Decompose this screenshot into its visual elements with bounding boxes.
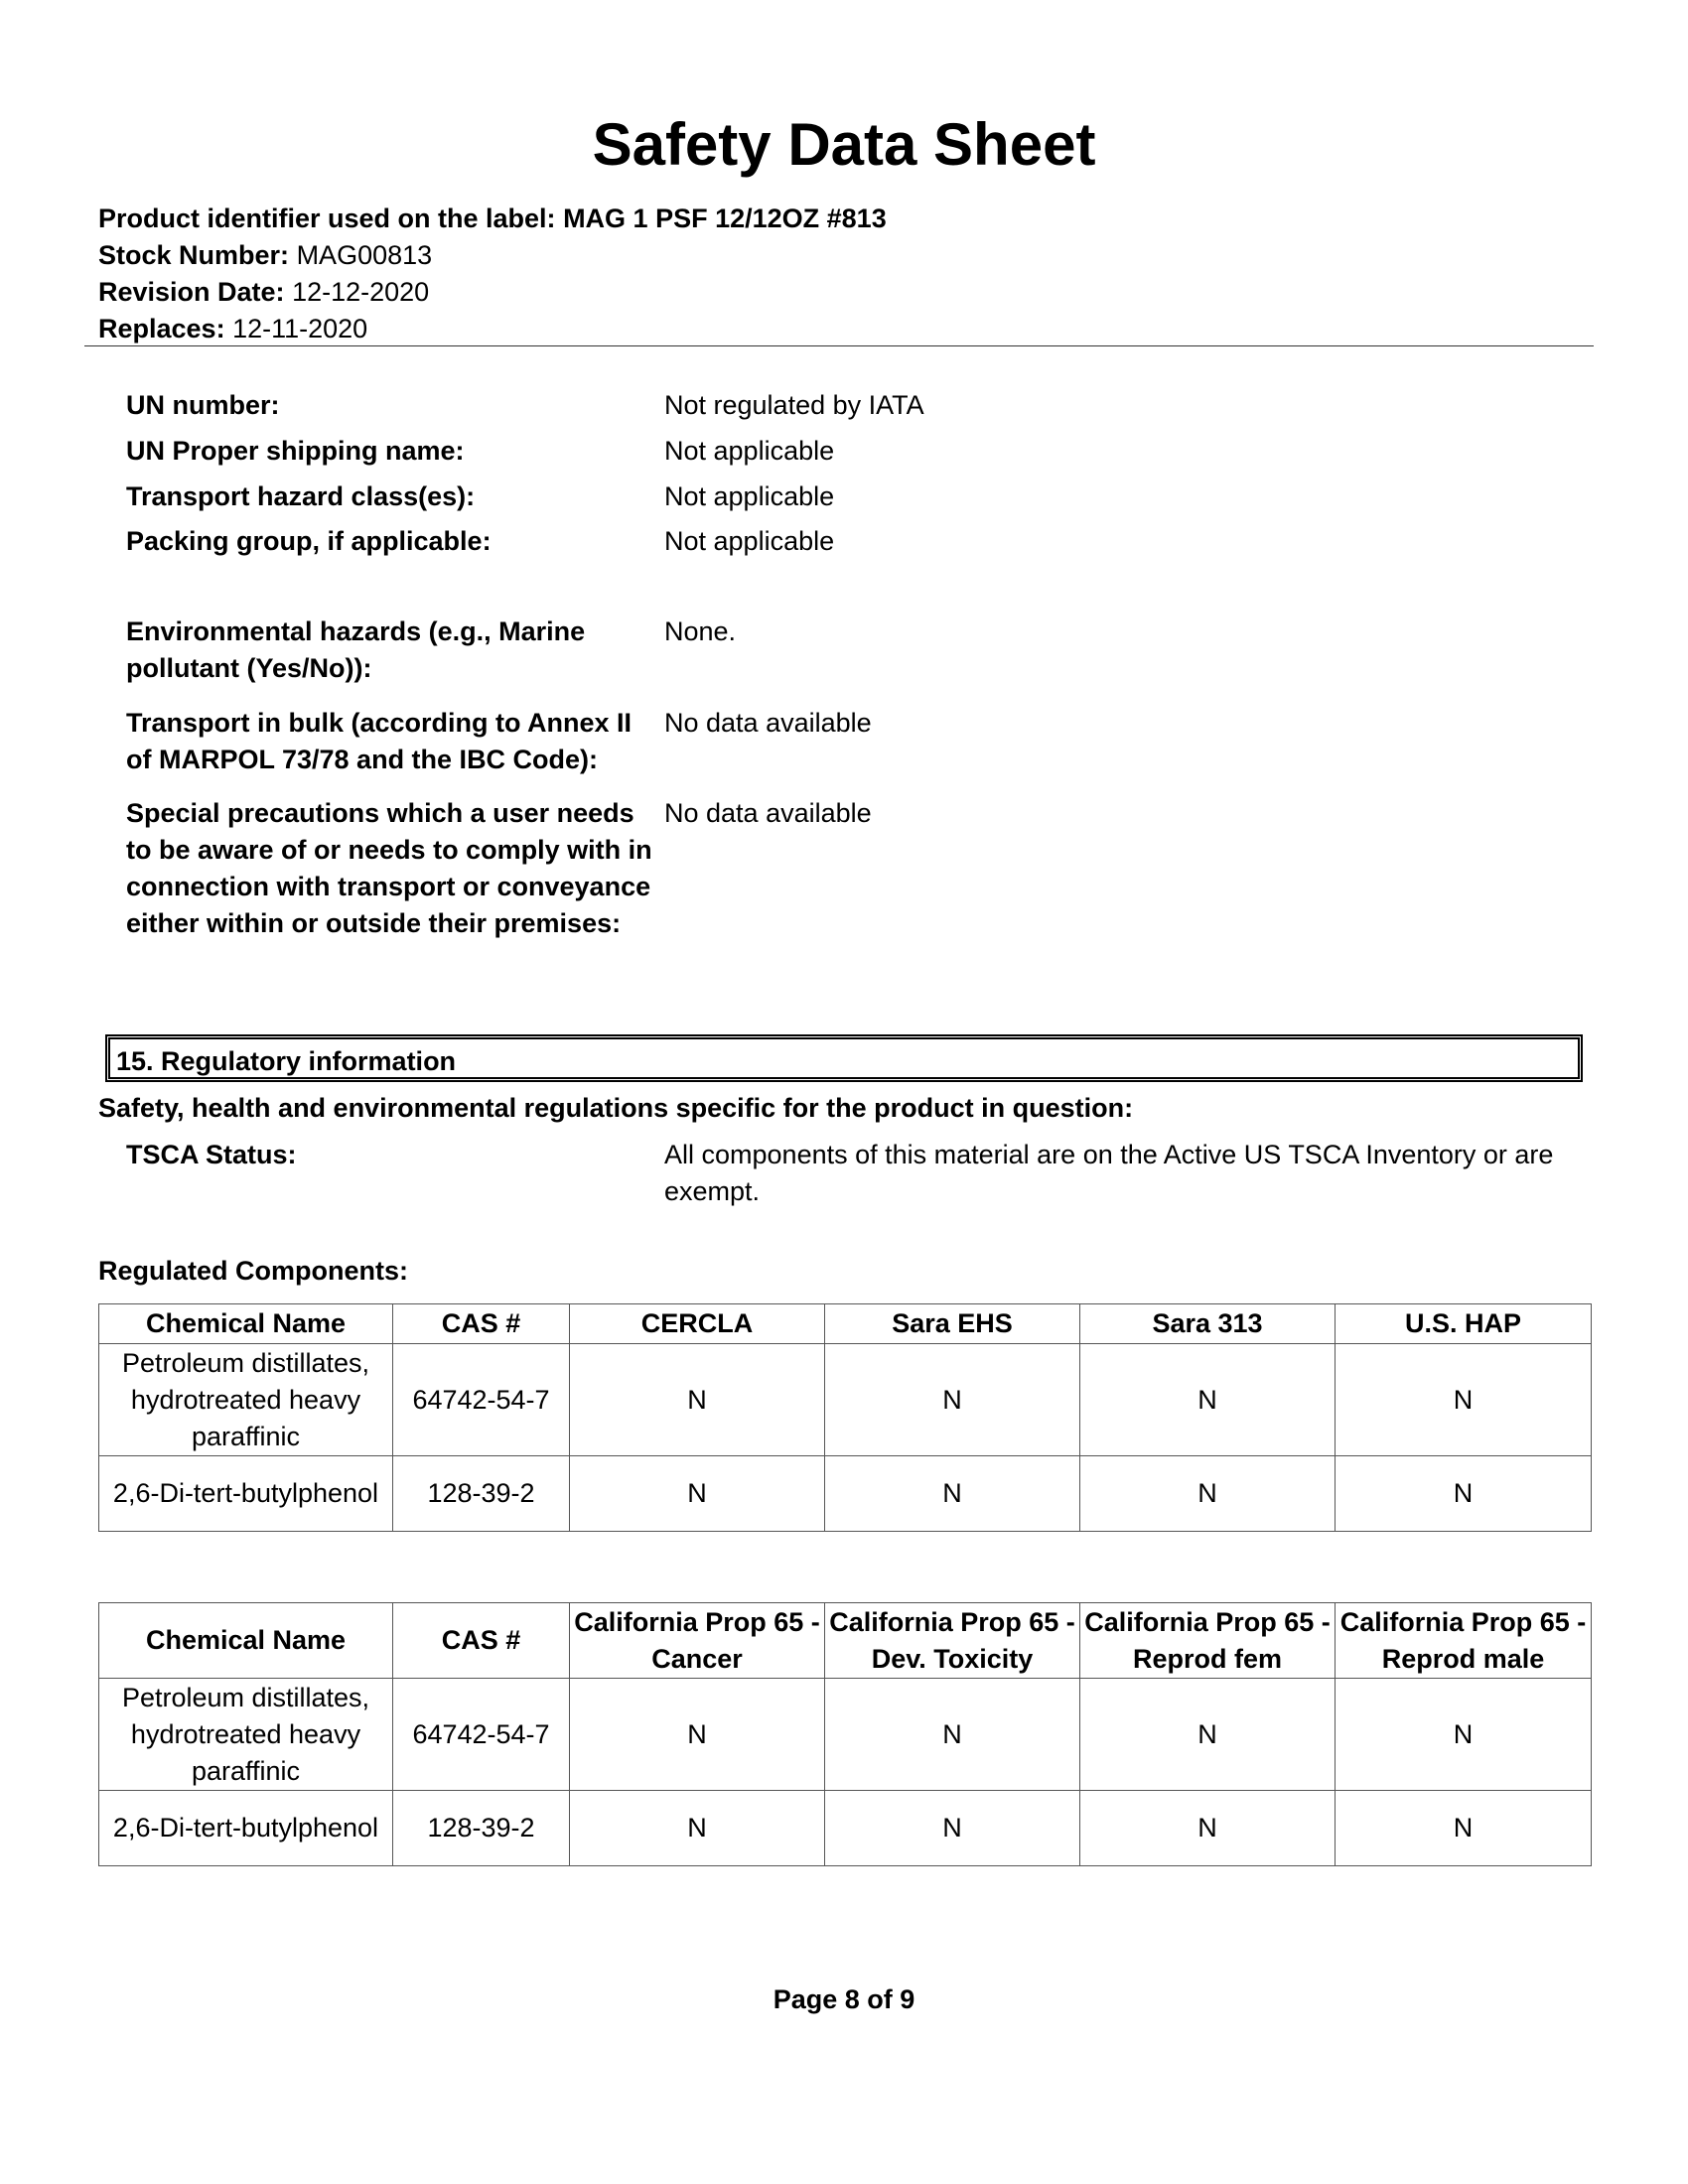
- revision-date: [98, 274, 887, 311]
- table-cell: 64742-54-7: [393, 1679, 570, 1791]
- regulated-components-table: [98, 1303, 1592, 1532]
- transport-label: UN Proper shipping name:: [126, 436, 465, 466]
- table-cell: N: [1336, 1344, 1592, 1456]
- table-cell: 128-39-2: [393, 1456, 570, 1532]
- transport-value: Not applicable: [664, 481, 835, 511]
- table-cell: Petroleum distillates, hydrotreated heavy paraffinic: [99, 1344, 393, 1456]
- tsca-status-value: All components of this material are on the Active US TSCA Inventory or are exempt.: [664, 1140, 1554, 1206]
- table-cell: N: [570, 1344, 825, 1456]
- transport-label: Environmental hazards (e.g., Marine pollutant (Yes/No)):: [126, 616, 586, 683]
- transport-value: Not regulated by IATA: [664, 390, 924, 420]
- column-header: California Prop 65 - Reprod male: [1336, 1603, 1592, 1679]
- table-cell: N: [1336, 1456, 1592, 1532]
- transport-value: Not applicable: [664, 436, 835, 466]
- transport-value: No data available: [664, 798, 872, 828]
- transport-label: Transport in bulk (according to Annex II of MARPOL 73/78 and the IBC Code):: [126, 708, 633, 774]
- california-prop-65-table: [98, 1602, 1592, 1866]
- transport-label: Transport hazard class(es):: [126, 481, 476, 511]
- table-cell: N: [825, 1791, 1080, 1866]
- column-header: Chemical Name: [99, 1304, 393, 1344]
- table-cell: N: [1080, 1791, 1336, 1866]
- table-cell: N: [825, 1679, 1080, 1791]
- stock-number-value: MAG00813: [296, 240, 433, 270]
- column-header: Chemical Name: [99, 1603, 393, 1679]
- replaces-value: 12-11-2020: [232, 314, 368, 343]
- table-cell: Petroleum distillates, hydrotreated heavy paraffinic: [99, 1679, 393, 1791]
- table-row: [99, 1344, 1592, 1456]
- product-identifier-label: Product identifier used on the label:: [98, 204, 556, 233]
- table-cell: N: [825, 1456, 1080, 1532]
- table-row: [99, 1456, 1592, 1532]
- table-cell: 64742-54-7: [393, 1344, 570, 1456]
- transport-label: Special precautions which a user needs to be aware of or needs to comply with in connection with transport or conveyance either within or outside their premises:: [126, 798, 652, 938]
- column-header: CERCLA: [570, 1304, 825, 1344]
- table-cell: N: [570, 1456, 825, 1532]
- section-15-header: [105, 1034, 1583, 1082]
- stock-number: [98, 237, 887, 274]
- revision-date-value: 12-12-2020: [292, 277, 430, 307]
- table-cell: N: [570, 1791, 825, 1866]
- table-row: [99, 1679, 1592, 1791]
- table-cell: N: [825, 1344, 1080, 1456]
- tsca-status-label: TSCA Status:: [126, 1140, 297, 1169]
- product-identifier: [98, 201, 887, 237]
- transport-value: None.: [664, 616, 737, 646]
- table-header-row: [99, 1603, 1592, 1679]
- column-header: Sara EHS: [825, 1304, 1080, 1344]
- table-cell: 128-39-2: [393, 1791, 570, 1866]
- section-15-title: 15. Regulatory information: [116, 1046, 457, 1076]
- product-identifier-value: MAG 1 PSF 12/12OZ #813: [563, 204, 887, 233]
- table-cell: 2,6-Di-tert-butylphenol: [99, 1456, 393, 1532]
- transport-label: UN number:: [126, 390, 280, 420]
- replaces-label: Replaces:: [98, 314, 225, 343]
- header-divider: [84, 345, 1594, 346]
- column-header: U.S. HAP: [1336, 1304, 1592, 1344]
- transport-label: Packing group, if applicable:: [126, 526, 492, 556]
- table-cell: N: [1080, 1344, 1336, 1456]
- transport-value: Not applicable: [664, 526, 835, 556]
- transport-value: No data available: [664, 708, 872, 738]
- table-header-row: [99, 1304, 1592, 1344]
- column-header: California Prop 65 - Cancer: [570, 1603, 825, 1679]
- table-cell: N: [570, 1679, 825, 1791]
- table-row: [99, 1791, 1592, 1866]
- table-cell: 2,6-Di-tert-butylphenol: [99, 1791, 393, 1866]
- revision-date-label: Revision Date:: [98, 277, 285, 307]
- table-cell: N: [1080, 1679, 1336, 1791]
- page-title: Safety Data Sheet: [592, 111, 1096, 178]
- table-cell: N: [1336, 1791, 1592, 1866]
- page-number: Page 8 of 9: [773, 1984, 915, 2014]
- table-cell: N: [1080, 1456, 1336, 1532]
- replaces: [98, 311, 887, 347]
- section-15-subtitle: Safety, health and environmental regulations specific for the product in question:: [98, 1093, 1134, 1123]
- document-meta: [98, 201, 887, 347]
- stock-number-label: Stock Number:: [98, 240, 290, 270]
- regulated-components-label: Regulated Components:: [98, 1256, 409, 1286]
- column-header: CAS #: [393, 1603, 570, 1679]
- column-header: CAS #: [393, 1304, 570, 1344]
- column-header: Sara 313: [1080, 1304, 1336, 1344]
- column-header: California Prop 65 - Dev. Toxicity: [825, 1603, 1080, 1679]
- table-cell: N: [1336, 1679, 1592, 1791]
- column-header: California Prop 65 - Reprod fem: [1080, 1603, 1336, 1679]
